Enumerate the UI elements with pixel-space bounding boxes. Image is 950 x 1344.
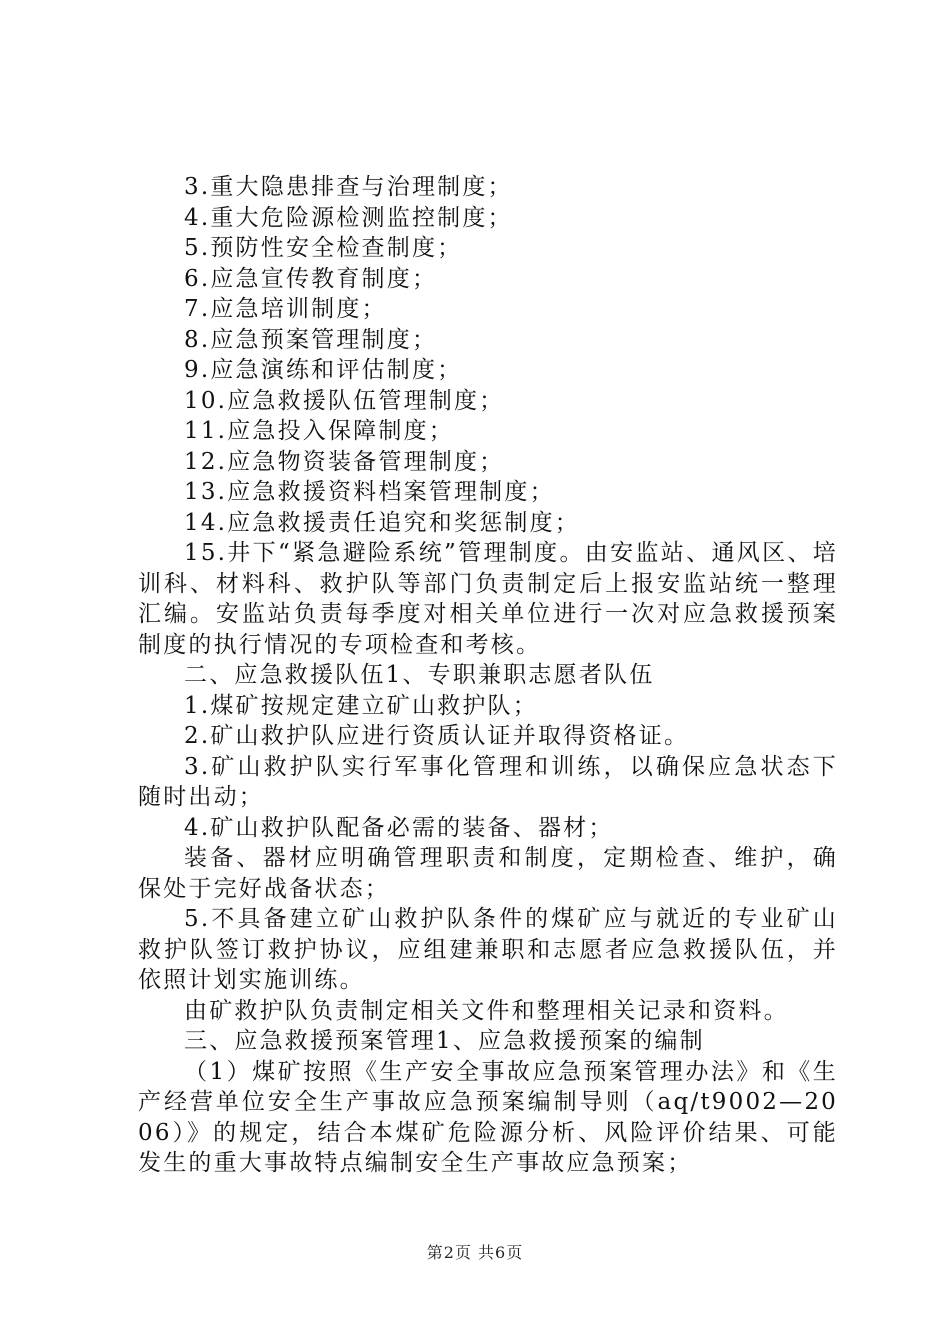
paragraph: 7.应急培训制度； <box>184 296 387 322</box>
paragraph: 11.应急投入保障制度； <box>184 418 454 444</box>
paragraph: 9.应急演练和评估制度； <box>184 357 463 383</box>
paragraph: 装备、器材应明确管理职责和制度，定期检查、维护，确保处于完好战备状态； <box>138 845 838 902</box>
paragraph: 1.煤矿按规定建立矿山救护队； <box>184 692 538 719</box>
paragraph: 15.井下“紧急避险系统”管理制度。由安监站、通风区、培训科、材料科、救护队等部门负责制定后上报安监站统一整理汇编。安监站负责每季度对相关单位进行一次对应急救援预案制度的执行情况的专项检查和考核。 <box>138 540 838 658</box>
paragraph: 5.预防性安全检查制度； <box>184 235 463 261</box>
document-body <box>138 172 838 1179</box>
paragraph: 8.应急预案管理制度； <box>184 326 438 353</box>
paragraph: 3.矿山救护队实行军事化管理和训练，以确保应急状态下随时出动； <box>138 753 838 810</box>
paragraph: 14.应急救援责任追究和奖惩制度； <box>184 509 580 536</box>
paragraph: 4.重大危险源检测监控制度； <box>184 204 513 231</box>
paragraph: 13.应急救援资料档案管理制度； <box>184 479 555 505</box>
paragraph: 10.应急救援队伍管理制度； <box>184 387 505 414</box>
paragraph: 2.矿山救护队应进行资质认证并取得资格证。 <box>184 723 690 749</box>
section-heading: 三、应急救援预案管理1、应急救援预案的编制 <box>184 1028 705 1054</box>
paragraph: 12.应急物资装备管理制度； <box>184 448 505 475</box>
paragraph: （1）煤矿按照《生产安全事故应急预案管理办法》和《生产经营单位安全生产事故应急预案编制导则（aq/t9002—2006）》的规定，结合本煤矿危险源分析、风险评价结果、可能发生的重大事故特点编制安全生产事故应急预案； <box>138 1058 838 1176</box>
paragraph: 6.应急宣传教育制度； <box>184 265 438 292</box>
paragraph: 5.不具备建立矿山救护队条件的煤矿应与就近的专业矿山救护队签订救护协议，应组建兼职和志愿者应急救援队伍，并依照计划实施训练。 <box>138 906 838 993</box>
page-footer: 第2页 共6页 <box>426 1243 524 1262</box>
section-heading: 二、应急救援队伍1、专职兼职志愿者队伍 <box>184 662 655 688</box>
paragraph: 由矿救护队负责制定相关文件和整理相关记录和资料。 <box>184 997 789 1024</box>
paragraph: 4.矿山救护队配备必需的装备、器材； <box>184 814 614 841</box>
paragraph: 3.重大隐患排查与治理制度； <box>184 174 513 200</box>
